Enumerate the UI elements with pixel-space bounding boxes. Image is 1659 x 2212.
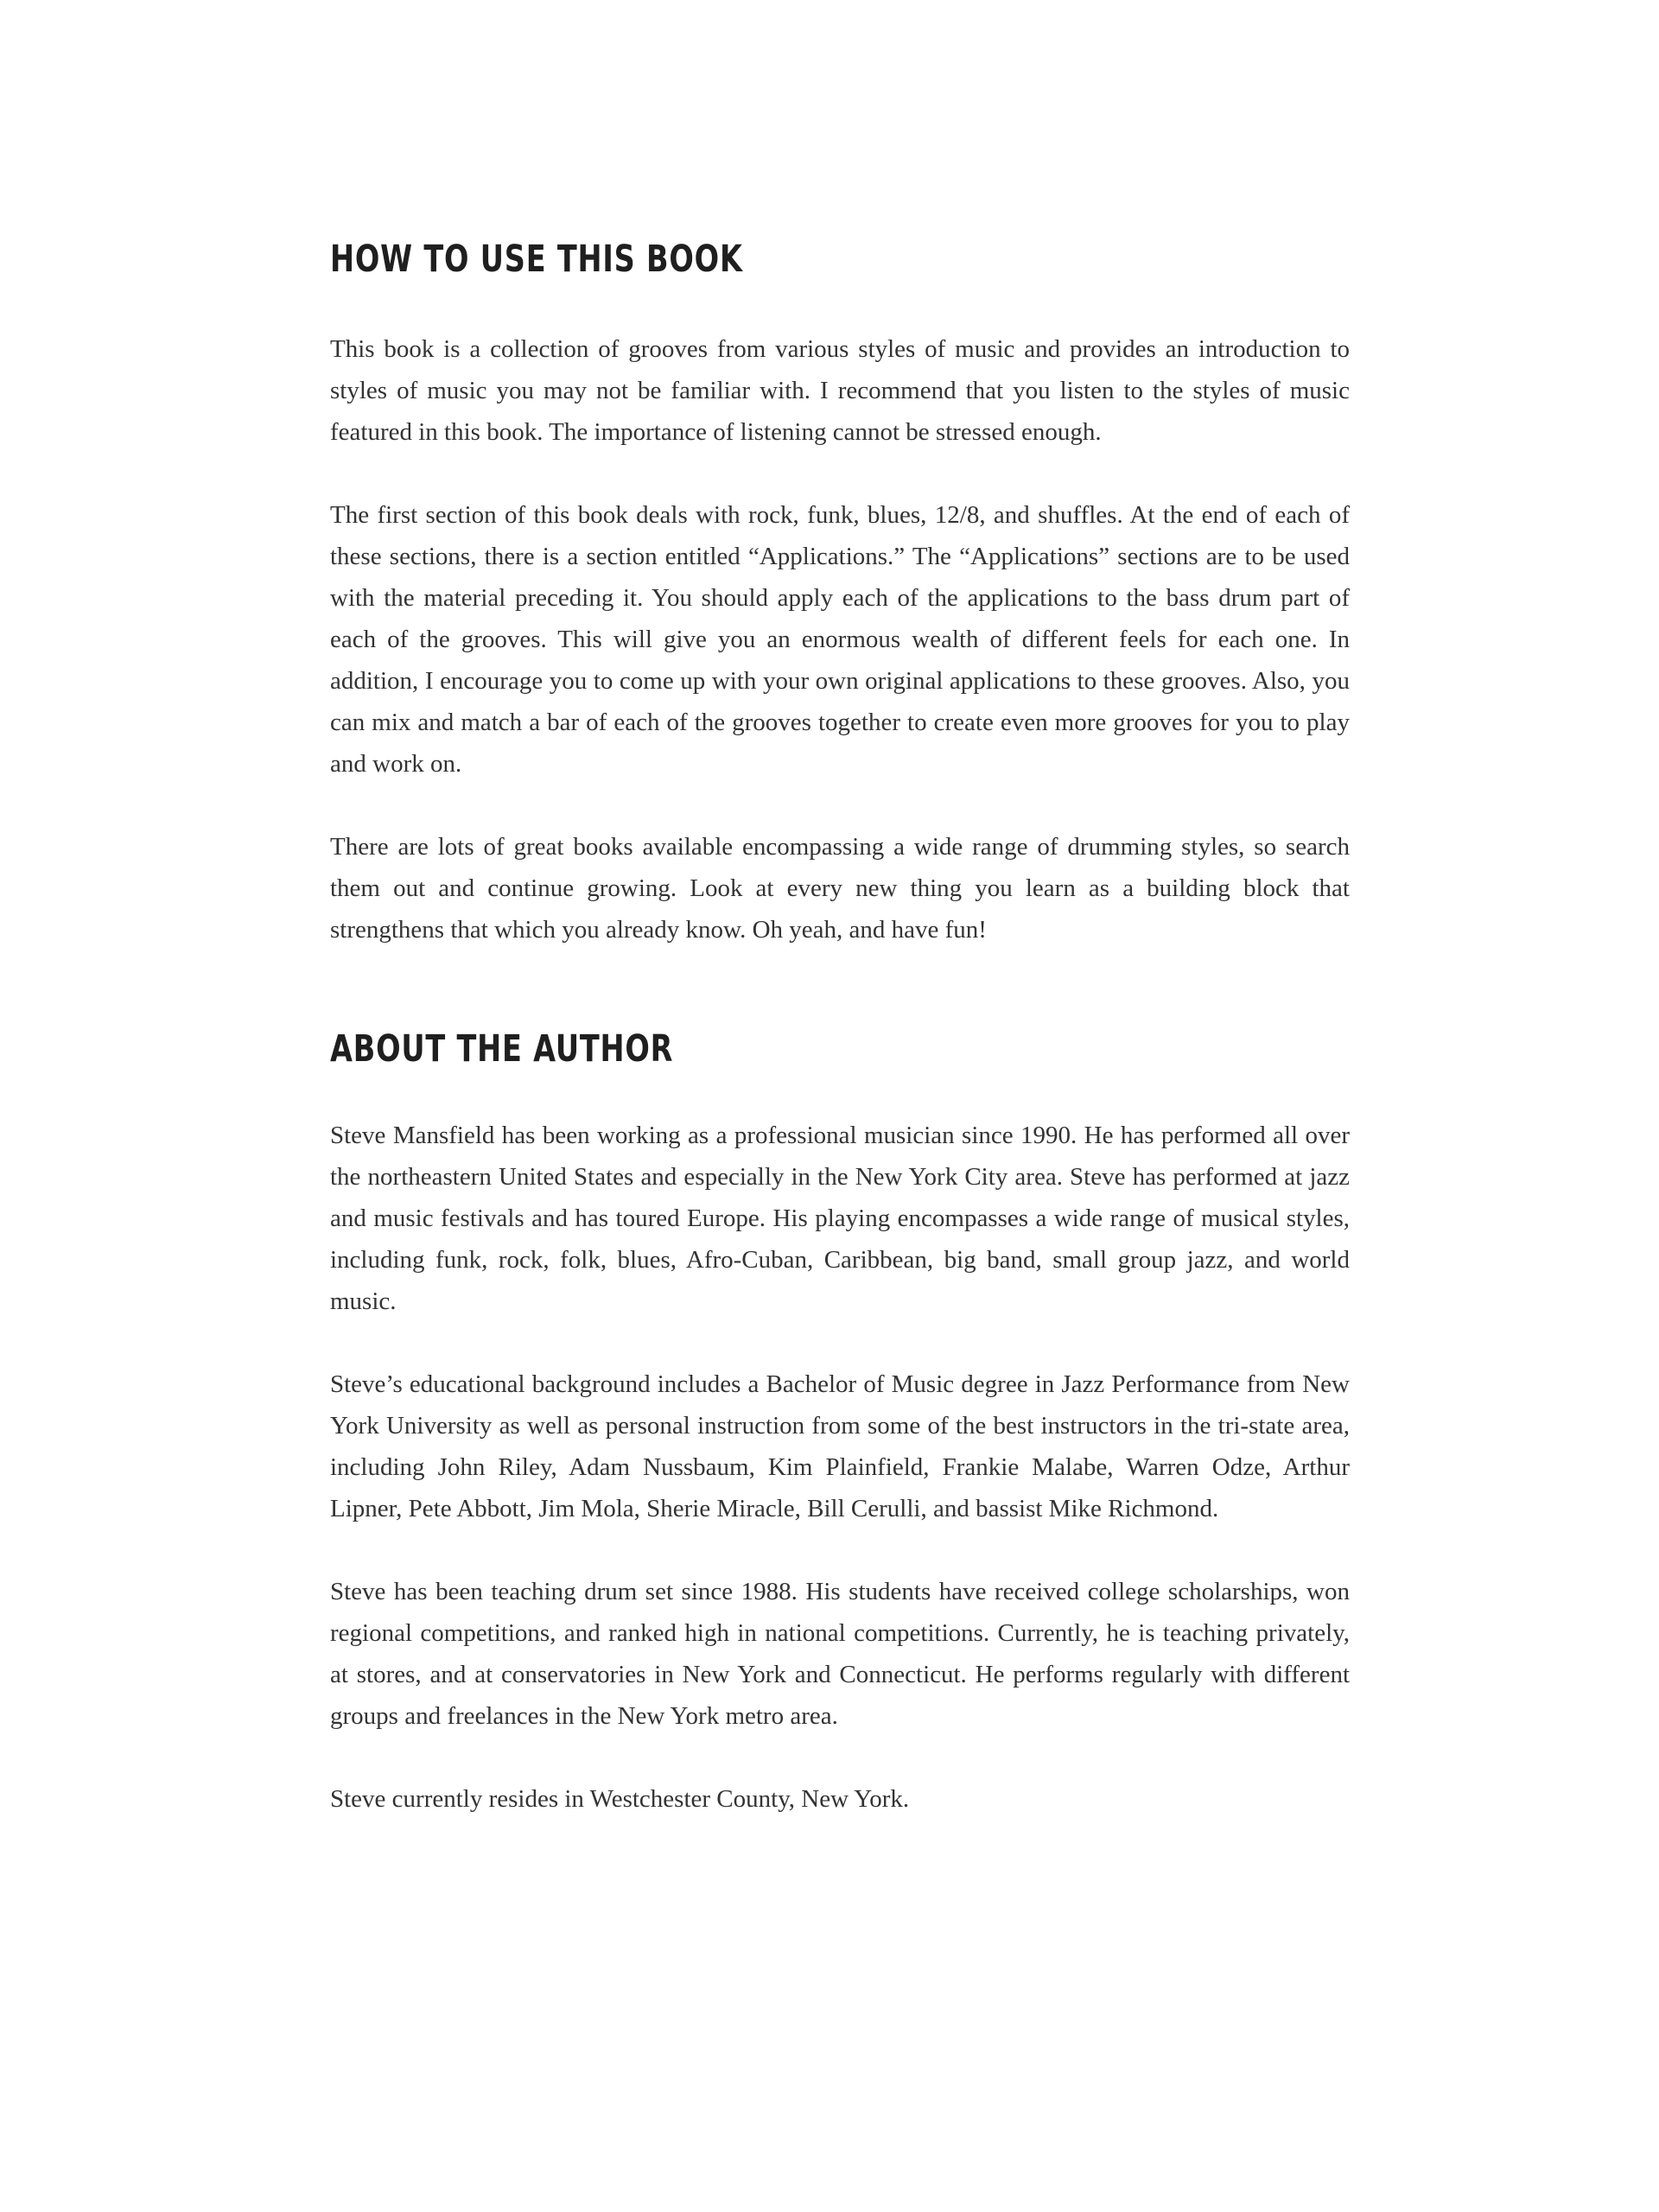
about-author-heading: ABOUT THE AUTHOR	[330, 1027, 674, 1071]
how-to-use-paragraph-3: There are lots of great books available encompassing a wide range of drumming styles, so search them out and continue growing. Look at every new thing you learn as a building block that strengthens that which you already know. Oh yeah, and have fun!	[330, 833, 1350, 944]
about-author-paragraph-1: Steve Mansfield has been working as a professional musician since 1990. He has performed all over the northeastern United States and especially in the New York City area. Steve has performed at jazz and music festivals and has toured Europe. His playing encompasses a wide range of musical styles, including funk, rock, folk, blues, Afro-Cuban, Caribbean, big band, small group jazz, and world music.	[330, 1122, 1350, 1315]
about-author-paragraph-3: Steve has been teaching drum set since 1988. His students have received college scholarships, won regional competitions, and ranked high in national competitions. Currently, he is teaching privately, at stores, and at conservatories in New York and Connecticut. He performs regularly with different groups and freelances in the New York metro area.	[330, 1578, 1350, 1730]
how-to-use-heading: HOW TO USE THIS BOOK	[330, 238, 743, 281]
how-to-use-paragraph-2: The first section of this book deals with rock, funk, blues, 12/8, and shuffles. At the end of each of these sections, there is a section entitled “Applications.” The “Applications” sections are to be used with the material preceding it. You should apply each of the applications to the bass drum part of each of the grooves. This will give you an enormous wealth of different feels for each one. In addition, I encourage you to come up with your own original applications to these grooves. Also, you can mix and match a bar of each of the grooves together to create even more grooves for you to play and work on.	[330, 501, 1350, 778]
about-author-paragraph-2: Steve’s educational background includes a Bachelor of Music degree in Jazz Performance from New York University as well as personal instruction from some of the best instructors in the tri-state area, including John Riley, Adam Nussbaum, Kim Plainfield, Frankie Malabe, Warren Odze, Arthur Lipner, Pete Abbott, Jim Mola, Sherie Miracle, Bill Cerulli, and bassist Mike Richmond.	[330, 1370, 1350, 1522]
how-to-use-paragraph-1: This book is a collection of grooves from various styles of music and provides an introduction to styles of music you may not be familiar with. I recommend that you listen to the styles of music featured in this book. The importance of listening cannot be stressed enough.	[330, 335, 1350, 446]
about-author-paragraph-4: Steve currently resides in Westchester County, New York.	[330, 1785, 910, 1813]
book-page	[330, 232, 1350, 1820]
